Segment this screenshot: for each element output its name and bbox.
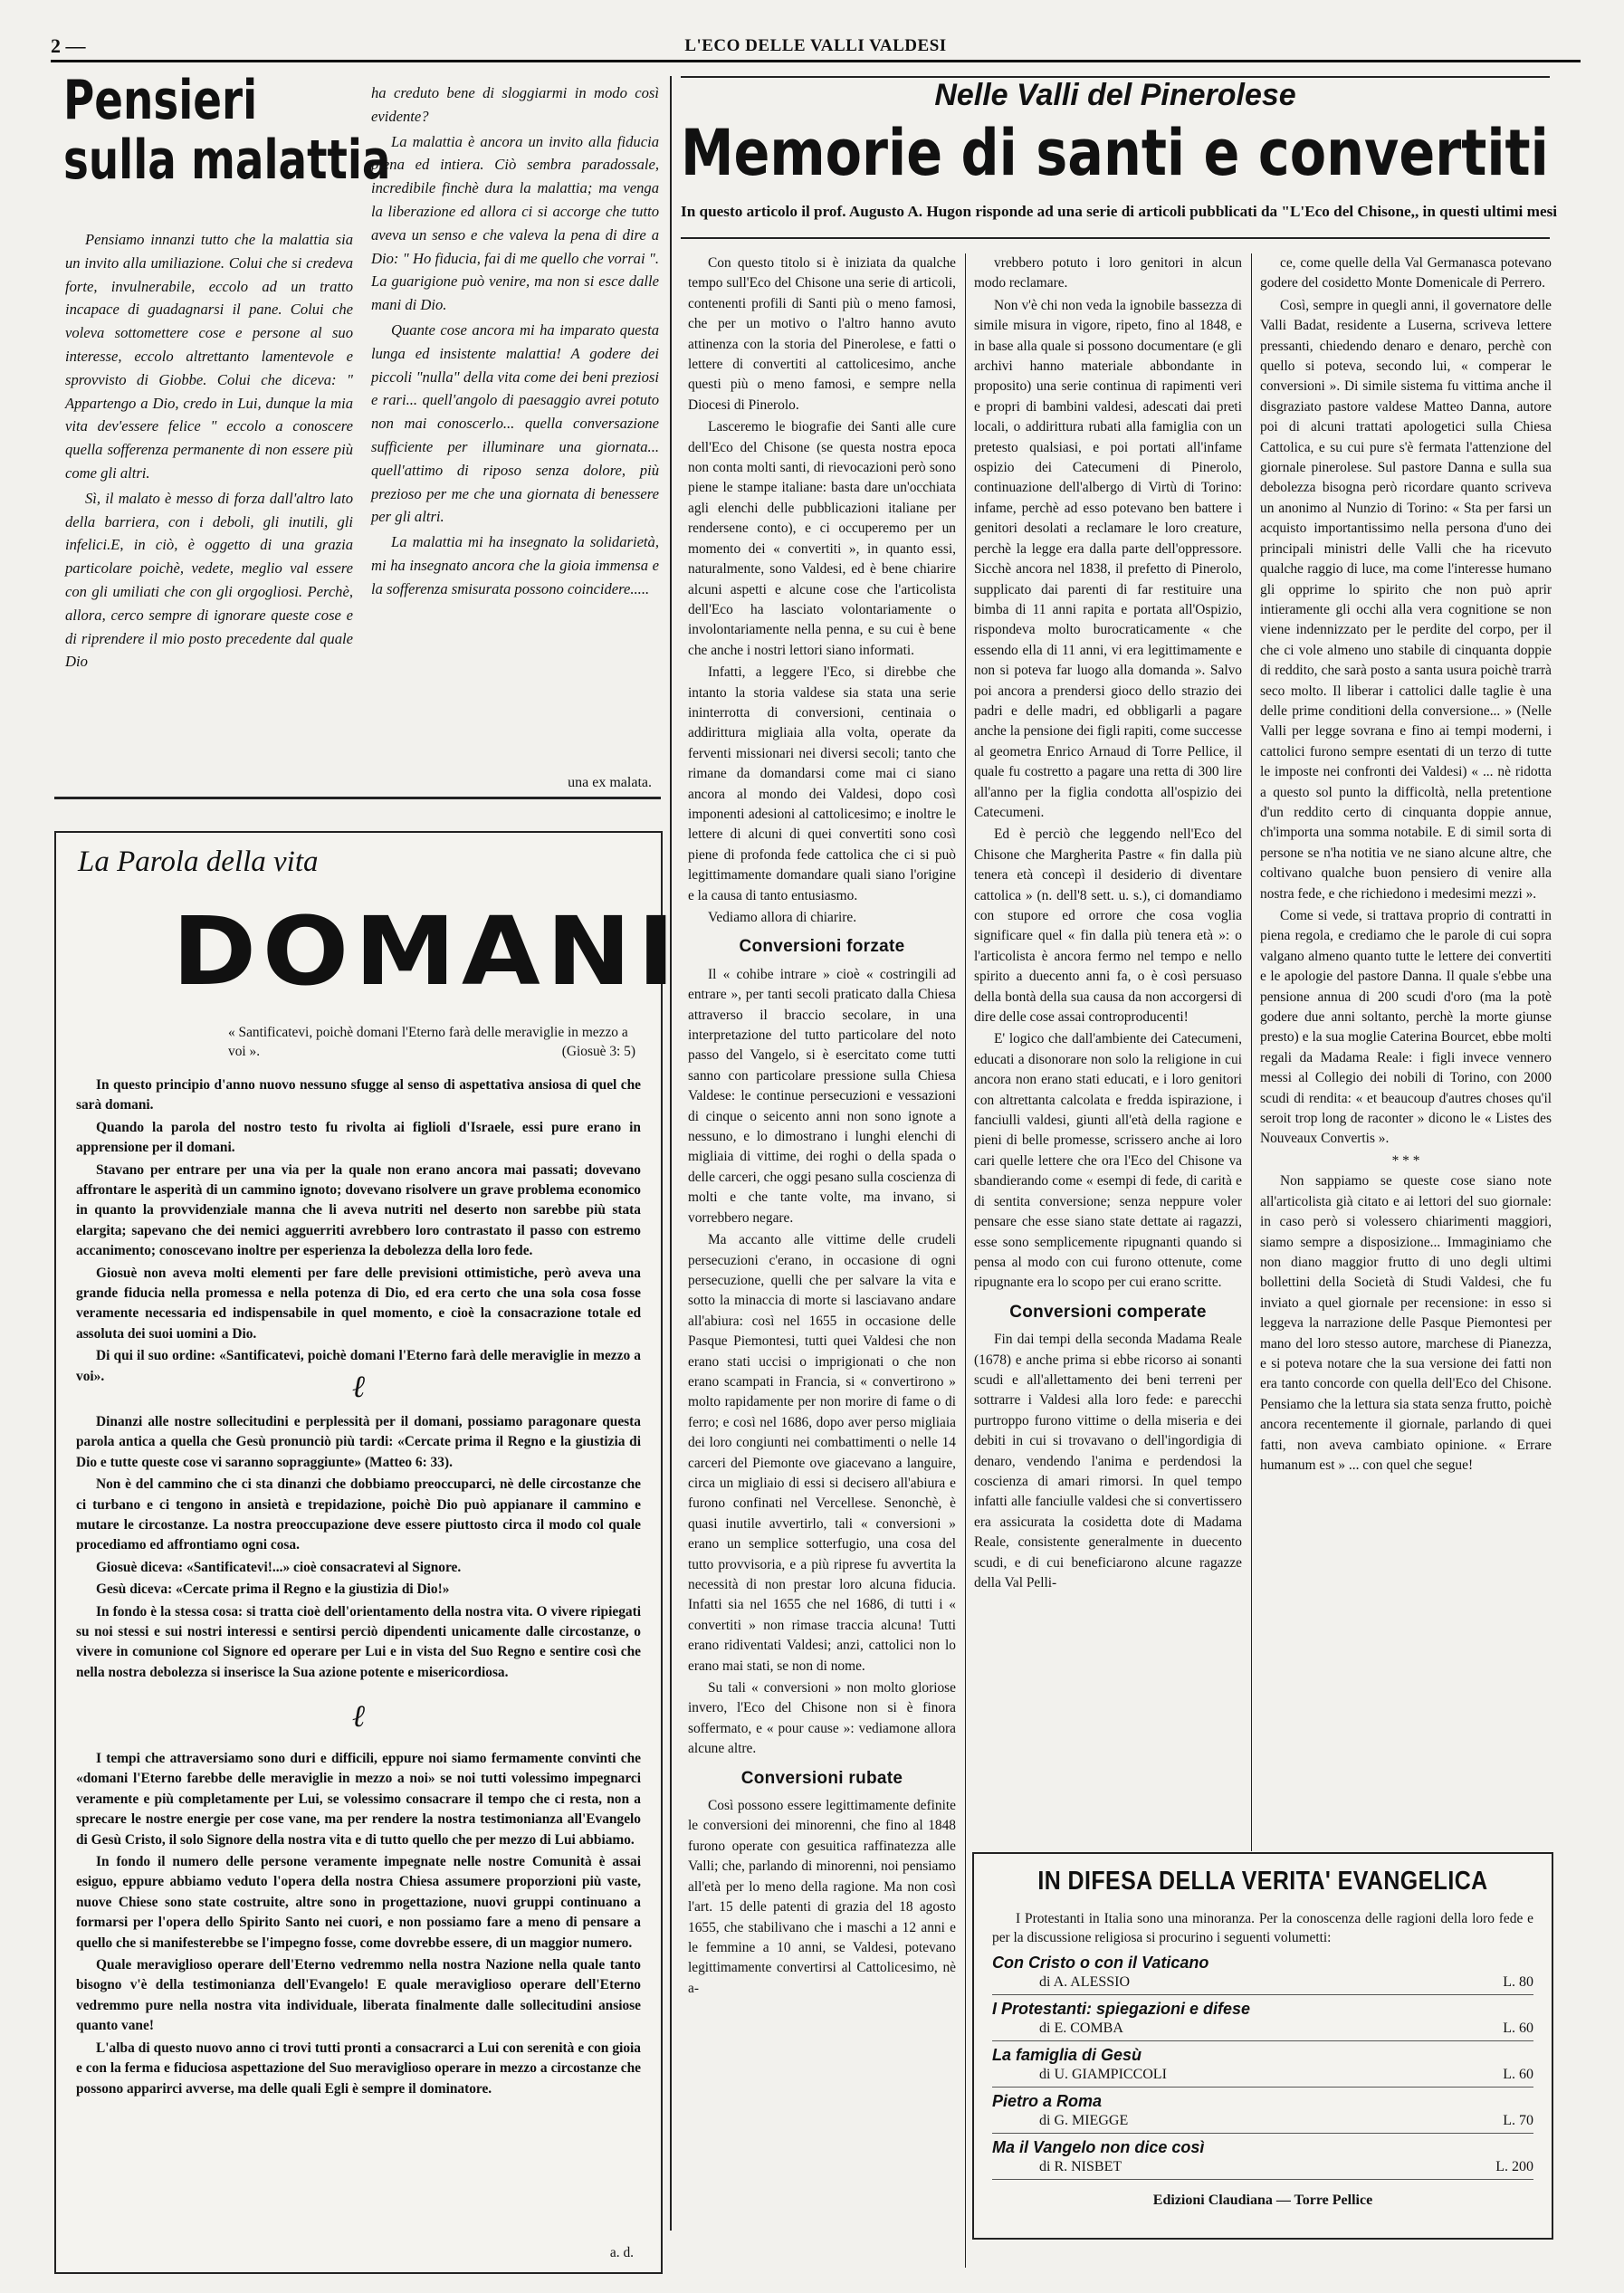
paragraph: Infatti, a leggere l'Eco, si direbbe che intanto la storia valdese sia stata una serie ininterrotta di conversioni, centinaia o addirittura migliaia alla volta, operate da ferventi missionari nei diversi secoli; tanto che rimane da domandarsi come mai ci siano ancora al mondo dei Valdesi, dopo così imponenti adesioni al cattolicesimo; e inoltre le lettere di alcuni di quei convertiti sono così piene di profonda fede cattolica che ci si può legittimamente domandare quali siano l'origine e la causa di tanto entusiasmo. (688, 664, 956, 903)
ad-book-item (992, 1999, 1533, 2041)
book-author-name: di G. MIEGGE (1039, 2113, 1129, 2128)
paragraph: ha creduto bene di sloggiarmi in modo così evidente? (371, 84, 659, 125)
paragraph: Stavano per entrare per una via per la quale non erano ancora mai passati; dovevano affrontare le asperità di un cammino ignoto; dovevano risolvere un grave problema economico in quanto la provvidenziale manna che li aveva nutriti nel deserto non sarebbe più stata elargita; sapevano che dei nemici agguerriti avrebbero loro contrastato il passo con estremo accanimento; conoscevano inoltre per esperienza la debolezza della loro fede. (76, 1161, 641, 1259)
domani-verse-ref: (Giosuè 3: 5) (561, 1044, 635, 1059)
section-mark: ℓ (351, 1698, 366, 1734)
domani-headline: DOMANI (172, 896, 682, 1007)
paragraph: Quando la parola del nostro testo fu rivolta ai figlioli d'Israele, essi pure erano in apprensione per il domani. (76, 1119, 641, 1156)
page-number: 2 — (51, 34, 86, 57)
running-head (51, 34, 1581, 62)
newspaper-name: L'ECO DELLE VALLI VALDESI (684, 36, 947, 55)
pensieri-title-line1: Pensieri (63, 69, 258, 132)
ad-book-item (992, 2091, 1533, 2134)
section-heading: Conversioni rubate (740, 1768, 903, 1788)
book-price: L. 80 (1503, 1974, 1533, 1990)
memorie-column-1 (688, 253, 956, 2268)
divider (992, 2179, 1533, 2180)
paragraph: I tempi che attraversiamo sono duri e difficili, eppure noi siamo fermamente convinti che «domani l'Eterno farebbe delle meraviglie in mezzo a noi» se noi tutti volessimo impegnarci veramente e più completamente per Lui, se volessimo consacrare il tempo che ci resta, non a sprecare le nostre energie per cose vane, ma per rendere la nostra testimonianza all'Evangelo di Gesù Cristo, il solo Signore della nostra vita e di tutto quello che per mezzo di Lui abbiamo. (76, 1751, 641, 1848)
paragraph: L'alba di questo nuovo anno ci trovi tutti pronti a consacrarci a Lui con serenità e con gioia e con la ferma e fiduciosa aspettazione del Suo meraviglioso operare in mezzo a circostanze che possono apparirci avverse, ma delle quali Egli è sempre il dominatore. (76, 2040, 641, 2097)
section-mark: ℓ (351, 1369, 366, 1405)
section-heading: Conversioni forzate (739, 937, 905, 957)
divider (992, 2087, 1533, 2088)
paragraph: Il « cohibe intrare » cioè « costringili ad entrare », per tanti secoli praticato dalla Chiesa attraverso il braccio secolare, in una interpretazione del tutto particolare del noto passo del Vangelo, si è esercitato come tutti sanno con particolare pressione sulla Chiesa Valdese: le continue persecuzioni e vessazioni di cinque o seicento anni non sono ignote a nessuno, e lo dimostrano i lunghi elenchi di migliaia di vittime, dei roghi o della spada o delle carceri, che oggi pesano sulla coscienza di molti e che tante volte, ma invano, si vorrebbero negare. (688, 966, 956, 1226)
paragraph: Non è del cammino che ci sta dinanzi che dobbiamo preoccuparci, nè delle circostanze che ci turbano e ci tengono in ansietà e trepidazione, poichè Dio può appianare il cammino e mutare le circostanze. La nostra preoccupazione deve essere piuttosto circa il modo col quale procediamo ed affrontiamo ogni cosa. (76, 1476, 641, 1553)
ad-book-list (974, 1953, 1552, 2180)
paragraph: Non v'è chi non veda la ignobile bassezza di simile misura in vigore, ripeto, fino al 1848, e in base alla quale si possono documentare (e gli archivi hanno materiale abbondante in proposito) una serie continua di rapimenti veri e propri di bambini valdesi, adescati dai preti locali, o addirittura rubati alla famiglia con un pretesto qualsiasi, e poi portati all'infame ospizio dei Catecumeni di Pinerolo, continuazione dell'albergo di Virtù di Torino: infame, perchè ad esso potevano ben battere i genitori desolati a reclamare le loro creature, perchè la legge era dalla parte dell'oppressore. Sicchè ancora nel 1838, il prefetto di Pinerolo, supplicato dai parenti di far restituire una bimba di 11 anni rapita e portata all'Ospizio, rispondeva molto burocraticamente « che essendo ella di 11 anni, vi era legittimamente e non si poteva far luogo alla domanda ». Salvo poi ancora a prendersi gioco dello strazio dei padri e delle madri, ed obbligarli a pagare anche la pensione dei figli rapiti, come successe al geometra Enrico Arnaud di Torre Pellice, il quale fu costretto a pagare una retta di 300 lire all'anno per la figlia condotta all'ospizio dei Catecumeni. (974, 297, 1242, 820)
paragraph: vrebbero potuto i loro genitori in alcun modo reclamare. (974, 255, 1242, 291)
paragraph: Come si vede, si trattava proprio di contratti in piena regola, e crediamo che le parole di cui sopra valgano almeno quanto tutte le lettere dei convertiti e le apologie del pastore Danna. Il quale s'ebbe una pensione annua di 200 scudi d'oro (ma la potè godere due anni soltanto, perchè la morte giunse presto) e la sua moglie Caterina Bourcet, ebbe molti regali da Madama Reale: i figli invece vennero messi al Collegio dei nobili di Torino, con 2000 scudi di rendita: « et beaucoup d'autres choses qu'il seroit trop long de raconter » dicono le « Listes des Nouveaux Convertis ». (1260, 908, 1552, 1147)
book-title: Con Cristo o con il Vaticano (992, 1954, 1209, 1972)
book-title: I Protestanti: spiegazioni e difese (992, 2000, 1251, 2018)
memorie-kicker: Nelle Valli del Pinerolese (934, 78, 1296, 112)
memorie-deck: In questo articolo il prof. Augusto A. Hugon risponde ad una serie di articoli pubblicati da "L'Eco del Chisone,, in questi ultimi mesi (681, 203, 1558, 220)
paragraph: Fin dai tempi della seconda Madama Reale (1678) e anche prima si ebbe ricorso ai sonanti scudi e all'allettamento dei beni terreni per sottrarre i Valdesi alla loro fede: e parecchi purtroppo furono vittime o della miseria e dei debiti in cui si trovavano o dell'ingordigia di denaro, vendendo l'anima e perdendosi la coscienza di amari rimorsi. In quel tempo infatti alle fanciulle valdesi che si convertissero era assicurata la cosidetta dote di Madama Reale, consistente generalmente in duecento scudi, e di cui beneficiarono alcune ragazze della Val Pelli- (974, 1332, 1242, 1591)
paragraph: La malattia è ancora un invito alla fiducia piena ed intiera. Ciò sembra paradossale, incredibile finchè dura la malattia; ma venga la liberazione ed allora ci si accorge che tutto aveva un senso e che valeva la pena di dire a Dio: " Ho fiducia, fai di me quello che vorrai ". La guarigione può venire, ma non si esce dalle mani di Dio. (371, 132, 659, 314)
book-price: L. 60 (1503, 2021, 1533, 2036)
ad-footer: Edizioni Claudiana — Torre Pellice (1152, 2193, 1373, 2208)
paragraph: Dinanzi alle nostre sollecitudini e perplessità per il domani, possiamo paragonare questa parola antica a quella che Gesù pronunciò più tardi: «Cercate prima il Regno e la giustizia di Dio e tutte queste cose vi saranno sopraggiunte» (Matteo 6: 33). (76, 1414, 641, 1470)
paragraph: Sì, il malato è messo di forza dall'altro lato della barriera, con i deboli, gli inutili, gli infelici.E, in ciò, è oggetto di una grazia particolare poichè, vedete, meglio val essere con gli umiliati che con gli orgogliosi. Perchè, allora, cerco sempre di ignorare queste cose e di riprendere il mio posto precedente dal quale Dio (65, 489, 353, 671)
paragraph: Così, sempre in quegli anni, il governatore delle Valli Badat, residente a Luserna, scriveva lettere pressanti, chiedendo denaro e denaro, perchè con quello si poteva, secondo lui, « comperar le conversioni ». Di simile sistema fu vittima anche il disgraziato pastore valdese Matteo Danna, autore poi di alcuni trattati apologetici sulla Chiesa Cattolica, e su cui pure s'è fermata l'attenzione del giornale pinerolese. Sul pastore Danna e sulla sua debolezza bisogna però ricordare quanto scriveva un anonimo al Nunzio di Torino: « Sta per farsi un acquisto importantissimo nella persona d'uno dei principali ministri delle Valli che ha ricevuto qualche raggio di luce, ma come l'interesse humano gli opprime lo spirito che non può aprir intieramente gli occhi alla vera cognitione se non viene indennizzato per le perdite del corpo, per il che ci vole almeno uno stabile di cinquanta doppie di reddito, che sarà posto a santa usura poichè trarrà seco molto. Il liberar i cattolici dalle taglie è una delle prime conditioni della conversione... » (Nelle Valli per legge sovrana e fino ai tempi moderni, i cattolici furono sempre esentati di un terzo di tutte le imposte nei confronti dei Valdesi) « ... nè ridotta a questo sol punto la difficoltà, nella pretentione d'un reddito certo di cinquanta doppie annue, ch'importa una somma notabile. E di simil sorta di persone se n'ha notitia ve ne siano alcune altre, che coltivano qualche buon pensiero di venire alla nostra fede, e che richiedono i medesimi mezzi ». (1260, 297, 1552, 902)
paragraph: ce, come quelle della Val Germanasca potevano godere del cosidetto Monte Domenicale di Perrero. (1260, 255, 1552, 291)
paragraph: In questo principio d'anno nuovo nessuno sfugge al senso di aspettativa ansiosa di quel che sarà domani. (76, 1077, 641, 1113)
paragraph: Quante cose ancora mi ha imparato questa lunga ed insistente malattia! A godere dei piccoli "nulla" della vita come dei beni preziosi e rari... quell'angolo di paesaggio avrei potuto non mai conoscerlo... quella conversazione sufficiente per illuminare una giornata... quell'attimo di riposo senza dolore, più prezioso per me che una giornata di benessere per gli altri. (371, 320, 659, 526)
domani-box (54, 831, 682, 2274)
paragraph: Giosuè non aveva molti elementi per fare delle previsioni ottimistiche, però aveva una grande fiducia nella promessa e nella potenza di Dio, ed era certo che una sola cosa fosse veramente necessaria ed indispensabile in quel momento, e cioè la consacrazione totale ed assoluta dei suoi uomini a Dio. (76, 1265, 641, 1342)
divider (992, 2040, 1533, 2041)
pensieri-headline (63, 69, 391, 234)
book-author (992, 2019, 1533, 2039)
book-price: L. 60 (1503, 2067, 1533, 2082)
paragraph: In fondo il numero delle persone veramente impegnate nelle nostre Comunità è assai esiguo, eppure abbiamo veduto l'opera della nostra Chiesa assumere proporzioni più vaste, nuove Chiese sono state costruite, altre sono in progettazione, nuovi gruppi continuano a formarsi per l'opera dello Spirito Santo nei cuori, e non possiamo fare a meno di pensare a quello che si manifesterebbe se l'impegno fosse, come dovrebbe essere, di un maggior numero. (76, 1854, 641, 1951)
pensieri-column-1 (65, 228, 353, 794)
domani-box-title: La Parola della vita (78, 846, 319, 878)
domani-verse-text: « Santificatevi, poichè domani l'Eterno farà delle meraviglie in mezzo a voi ». (228, 1025, 628, 1059)
memorie-column-2 (974, 253, 1242, 1851)
paragraph: Pensiamo innanzi tutto che la malattia sia un invito alla umiliazione. Colui che si credeva forte, invulnerabile, eccolo ad un tratto incapace di guadagnarsi il pane. Colui che voleva sottomettere cose e persone al suo interesse, eccolo altrettanto lamentevole e sprovvisto di Giobbe. Colui che diceva: " Appartengo a Dio, credo in Lui, dunque la mia vita dev'essere felice " eccolo a conoscere quella sofferenza permanente di non essere più come gli altri. (65, 231, 353, 482)
paragraph: Su tali « conversioni » non molto gloriose invero, l'Eco del Chisone non si è finora soffermato, e « pour cause »: vediamone allora alcune altre. (688, 1680, 956, 1757)
ad-book-item (992, 1953, 1533, 1995)
divider (54, 797, 661, 799)
column-divider (1251, 253, 1252, 1851)
book-author (992, 2111, 1533, 2131)
claudiana-ad (972, 1852, 1553, 2240)
book-author (992, 2157, 1533, 2177)
paragraph: Vediamo allora di chiarire. (708, 910, 857, 925)
memorie-headline: Memorie di santi e convertiti (681, 116, 1549, 190)
section-separator: * * * (1391, 1152, 1420, 1169)
paragraph: E' logico che dall'ambiente dei Catecumeni, educati a disonorare non solo la religione in cui ancora non erano stati educati, e i loro genitori con altrettanta calcolata e fredda ispirazione, i fanciulli valdesi, giunti all'età della ragione e pieni di belle promesse, scrissero anche ai loro cari quelle lettere che ora l'Eco del Chisone va sbandierando come « esempi di fede, di carità e di sentita conversione; senza neppure voler pensare che esse siano state dettate ai ragazzi, esse sono semplicemente ripugnanti quando si pensa al modo con cui furono ottenute, come ripugnante era lo scopo per cui erano scritte. (974, 1031, 1242, 1291)
book-title: Ma il Vangelo non dice così (992, 2138, 1205, 2156)
book-author (992, 1973, 1533, 1992)
column-divider (965, 253, 966, 2268)
book-author-name: di A. ALESSIO (1039, 1974, 1131, 1990)
book-title: Pietro a Roma (992, 2092, 1103, 2110)
section-heading: Conversioni comperate (1009, 1302, 1207, 1322)
ad-title: IN DIFESA DELLA VERITA' EVANGELICA (1037, 1867, 1488, 1896)
book-price: L. 200 (1495, 2159, 1533, 2174)
divider (992, 1994, 1533, 1995)
paragraph: Gesù diceva: «Cercate prima il Regno e la giustizia di Dio!» (96, 1581, 450, 1598)
paragraph: Giosuè diceva: «Santificatevi!...» cioè consacratevi al Signore. (96, 1559, 462, 1575)
book-title: La famiglia di Gesù (992, 2046, 1142, 2064)
divider (681, 237, 1550, 239)
book-author-name: di U. GIAMPICCOLI (1039, 2067, 1167, 2082)
pensieri-title-line2: sulla malattia (63, 129, 391, 192)
paragraph: Di qui il suo ordine: «Santificatevi, poichè domani l'Eterno farà delle meraviglie in mezzo a voi». (76, 1348, 641, 1384)
book-author-name: di E. COMBA (1039, 2021, 1123, 2036)
pensieri-signature: una ex malata. (568, 775, 652, 790)
domani-part-3 (76, 1749, 641, 2238)
paragraph: La malattia mi ha insegnato la solidarietà, mi ha insegnato ancora che la gioia immensa e la sofferenza smisurata possono coincidere..... (371, 533, 659, 597)
paragraph: Ed è perciò che leggendo nell'Eco del Chisone che Margherita Pastre « fin dalla più tenera età concepì il desiderio di diventare cattolica » (n. dell'8 sett. u. s.), ci domandiamo con stupore ed orrore che cosa voglia significare quel « fin dalla più tenera età »: o l'articolista è ancora fermo nel tempo e nello spirito a duecento anni fa, o è così persuaso della bontà della sua causa da non accorgersi di dire delle cose assai controproducenti! (974, 826, 1242, 1026)
domani-part-2 (76, 1412, 641, 1693)
paragraph: In fondo è la stessa cosa: si tratta cioè dell'orientamento della nostra vita. O vivere ripiegati su noi stessi e sui nostri interessi e sentirsi perciò dipendenti unicamente dalle circostanze, o vivere in comunione col Signore ed operare per Lui e in vista del Suo Regno e sentire così che nella nostra debolezza si inserisce la Sua azione potente e misericordiosa. (76, 1603, 641, 1680)
ad-book-item (992, 2045, 1533, 2088)
paragraph: Ma accanto alle vittime delle crudeli persecuzioni c'erano, in occasione di ogni persecuzione, quelli che per salvare la vita e sotto la minaccia di morte si lasciavano andare all'abiura: così nel 1655 in occasione delle Pasque Piemontesi, tutti quei Valdesi che non erano stati uccisi o imprigionati o che non erano scampati in Francia, si « convertirono » molto rapidamente per non morire di fame o di ferro; e così nel 1686, dopo aver perso migliaia dei loro congiunti nei combattimenti o nelle 14 carceri del Piemonte ove giacevano a languire, circa un migliaio di essi si decisero all'abiura e furono confinati nel Vercellese. Senonchè, è quasi inutile avvertirlo, tali « conversioni » erano un semplice sotterfugio, una cosa del tutto provvisoria, e a più riprese fu avvertita la necessità di non prestar loro alcuna fiducia. Infatti sia nel 1655 che nel 1686, di tutti i « convertiti » non rimase traccia alcuna! Tutti erano ridiventati Valdesi; anzi, cattolici non lo erano mai stati, se non di nome. (688, 1232, 956, 1674)
pensieri-column-2 (371, 81, 659, 779)
domani-part-1 (76, 1075, 641, 1384)
paragraph: Non sappiamo se queste cose siano note all'articolista già citato e ai lettori del suo giornale: in caso però si volessero chiarimenti maggiori, siamo sempre a disposizione... Immaginiamo che non diano maggior frutto di uno degli ultimi bollettini della Società di Studi Valdesi, che fu inviato a quel giornale per recensione: in esso si leggeva la narrazione delle Pasque Piemontesi per mano del loro stesso autore, marchese di Pianezza, e si poteva notare che la sua versione dei fatti non era tanto concorde con quella dell'Eco del Chisone. Pensiamo che la lettura sia stata senza frutto, poichè ancora recentemente il giornale, parlando di quei fatti, non aveva cambiato opinione. « Errare humanum est » ... con quel che segue! (1260, 1173, 1552, 1473)
paragraph: Quale meraviglioso operare dell'Eterno vedremmo nella nostra Nazione nella quale tanto bisogno v'è della testimonianza dell'Evangelo! E quale meraviglioso operare dell'Eterno vedremmo pure nella nostra vita individuale, liberata finalmente dalle sollecitudini ansiose quanto vane! (76, 1957, 641, 2034)
ad-book-item (992, 2137, 1533, 2180)
column-divider (670, 76, 672, 2231)
paragraph: Con questo titolo si è iniziata da qualche tempo sull'Eco del Chisone una serie di articoli, contenenti profili di Santi più o meno famosi, che per un motivo o l'altro hanno avuto attinenza con la storia del Pinerolese, e fatti o lettere di convertiti al cattolicesimo, anche questi più o meno famosi, e sempre nella Diocesi di Pinerolo. (688, 255, 956, 413)
memorie-column-3 (1260, 253, 1552, 1851)
book-price: L. 70 (1503, 2113, 1533, 2128)
domani-verse (228, 1023, 635, 1061)
paragraph: Così possono essere legittimamente definite le conversioni dei minorenni, che fino al 1848 furono operate con gesuitica raffinatezza alle Valli; che, parlando di minorenni, noi pensiamo all'età per lo meno della ragione. Ma non così l'art. 15 delle patenti di grazia del 18 agosto 1655, che stabilivano che i maschi a 12 anni e le femmine a 10 anni, se Valdesi, potevano legittimamente convertirsi al Cattolicesimo, nè a- (688, 1798, 956, 1996)
book-author (992, 2065, 1533, 2085)
ad-intro: I Protestanti in Italia sono una minoranza. Per la conoscenza delle ragioni della loro fede e per la discussione religiosa si procurino i seguenti volumetti: (992, 1911, 1533, 1945)
book-author-name: di R. NISBET (1039, 2159, 1122, 2174)
divider (992, 2133, 1533, 2134)
domani-signature: a. d. (609, 2245, 634, 2260)
paragraph: Lasceremo le biografie dei Santi alle cure dell'Eco del Chisone (se questa nostra epoca non conta molti santi, di rievocazioni però sono piene le stampe italiane: basta dare un'occhiata agli elenchi delle pubblicazioni italiane per rendersene conto), e ci occuperemo per un momento dei « convertiti », in quanto essi, naturalmente, sono Valdesi, ed è bene chiarire alcuni aspetti e alcune cose che l'articolista dell'Eco ha lasciato volontariamente o involontariamente nella penna, e su cui è bene che anche i nostri lettori siano informati. (688, 419, 956, 658)
